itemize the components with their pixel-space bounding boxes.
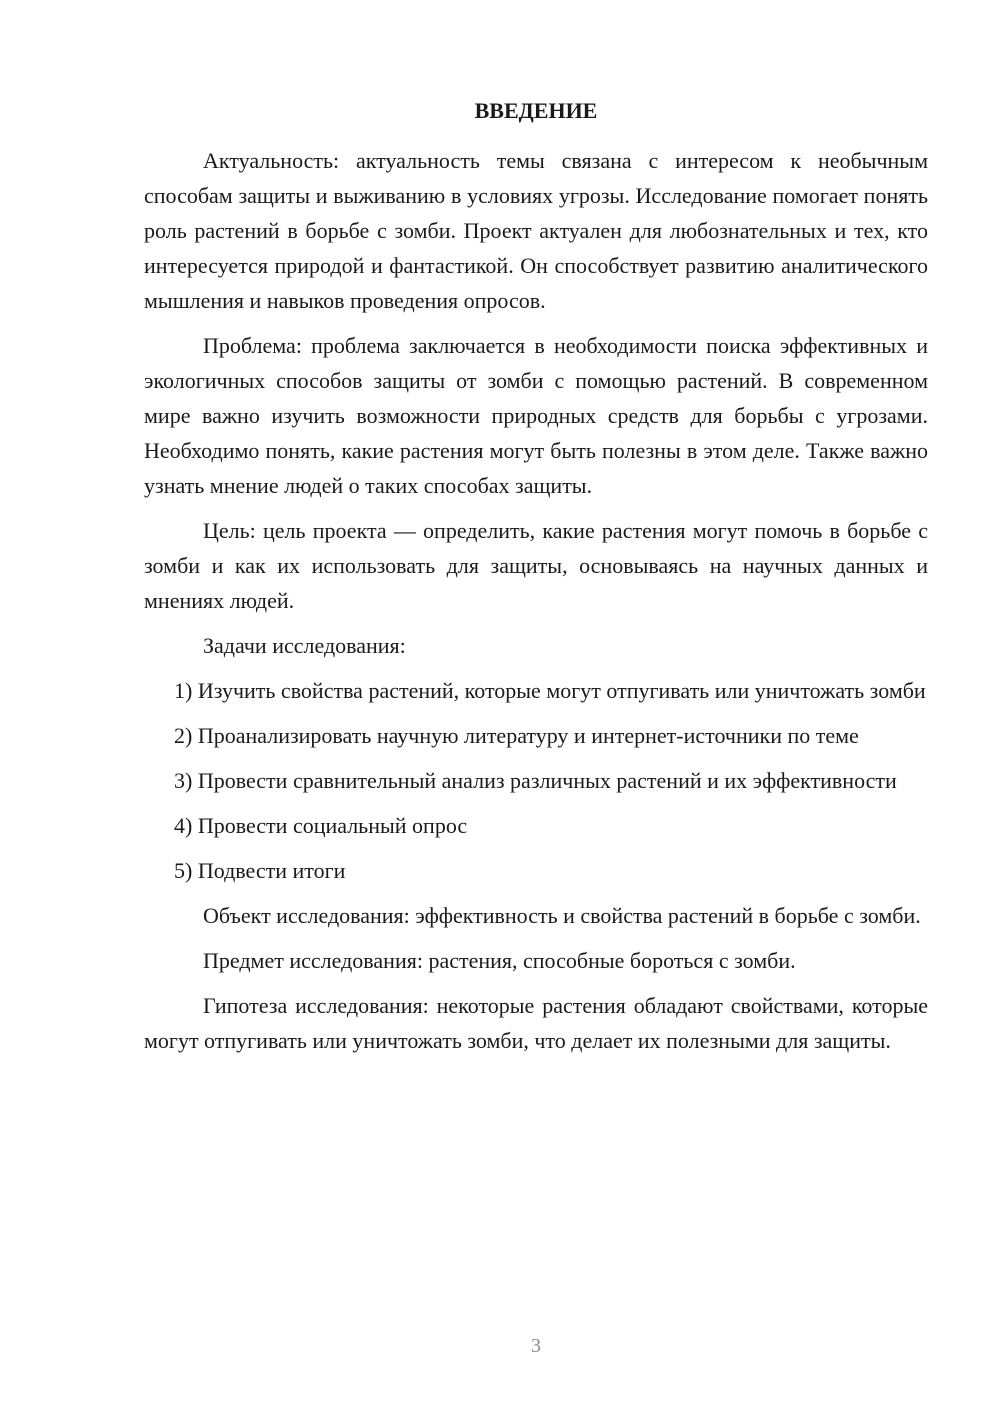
relevance-paragraph: Актуальность: актуальность темы связана с интересом к необычным способам защиты и выживанию в условиях угрозы. Исследование помогает понять роль растений в борьбе с зомби. Проект актуален для любознательных и тех, кто интересуется природой и фантастикой. Он способствует развитию аналитического мышления и навыков проведения опросов. <box>144 148 928 313</box>
subject-paragraph: Предмет исследования: растения, способные бороться с зомби. <box>203 948 796 973</box>
section-heading: ВВЕДЕНИЕ <box>474 98 598 123</box>
object-paragraph: Объект исследования: эффективность и свойства растений в борьбе с зомби. <box>203 903 921 928</box>
body-text <box>144 143 928 1068</box>
problem-paragraph: Проблема: проблема заключается в необходимости поиска эффективных и экологичных способов защиты от зомби с помощью растений. В современном мире важно изучить возможности природных средств для борьбы с угрозами. Необходимо понять, какие растения могут быть полезны в этом деле. Также важно узнать мнение людей о таких способах защиты. <box>144 333 928 498</box>
goal-paragraph: Цель: цель проекта — определить, какие растения могут помочь в борьбе с зомби и как их использовать для защиты, основываясь на научных данных и мнениях людей. <box>144 518 928 613</box>
task-item-3: 3) Провести сравнительный анализ различных растений и их эффективности <box>174 768 897 793</box>
task-item-4: 4) Провести социальный опрос <box>174 813 468 838</box>
page-number: 3 <box>531 1335 541 1357</box>
hypothesis-paragraph: Гипотеза исследования: некоторые растения обладают свойствами, которые могут отпугивать или уничтожать зомби, что делает их полезными для защиты. <box>144 993 928 1053</box>
task-item-5: 5) Подвести итоги <box>174 858 346 883</box>
task-item-2: 2) Проанализировать научную литературу и интернет-источники по теме <box>174 723 859 748</box>
task-item-1: 1) Изучить свойства растений, которые могут отпугивать или уничтожать зомби <box>174 678 926 703</box>
tasks-title: Задачи исследования: <box>203 633 406 658</box>
document-page <box>144 0 928 1414</box>
